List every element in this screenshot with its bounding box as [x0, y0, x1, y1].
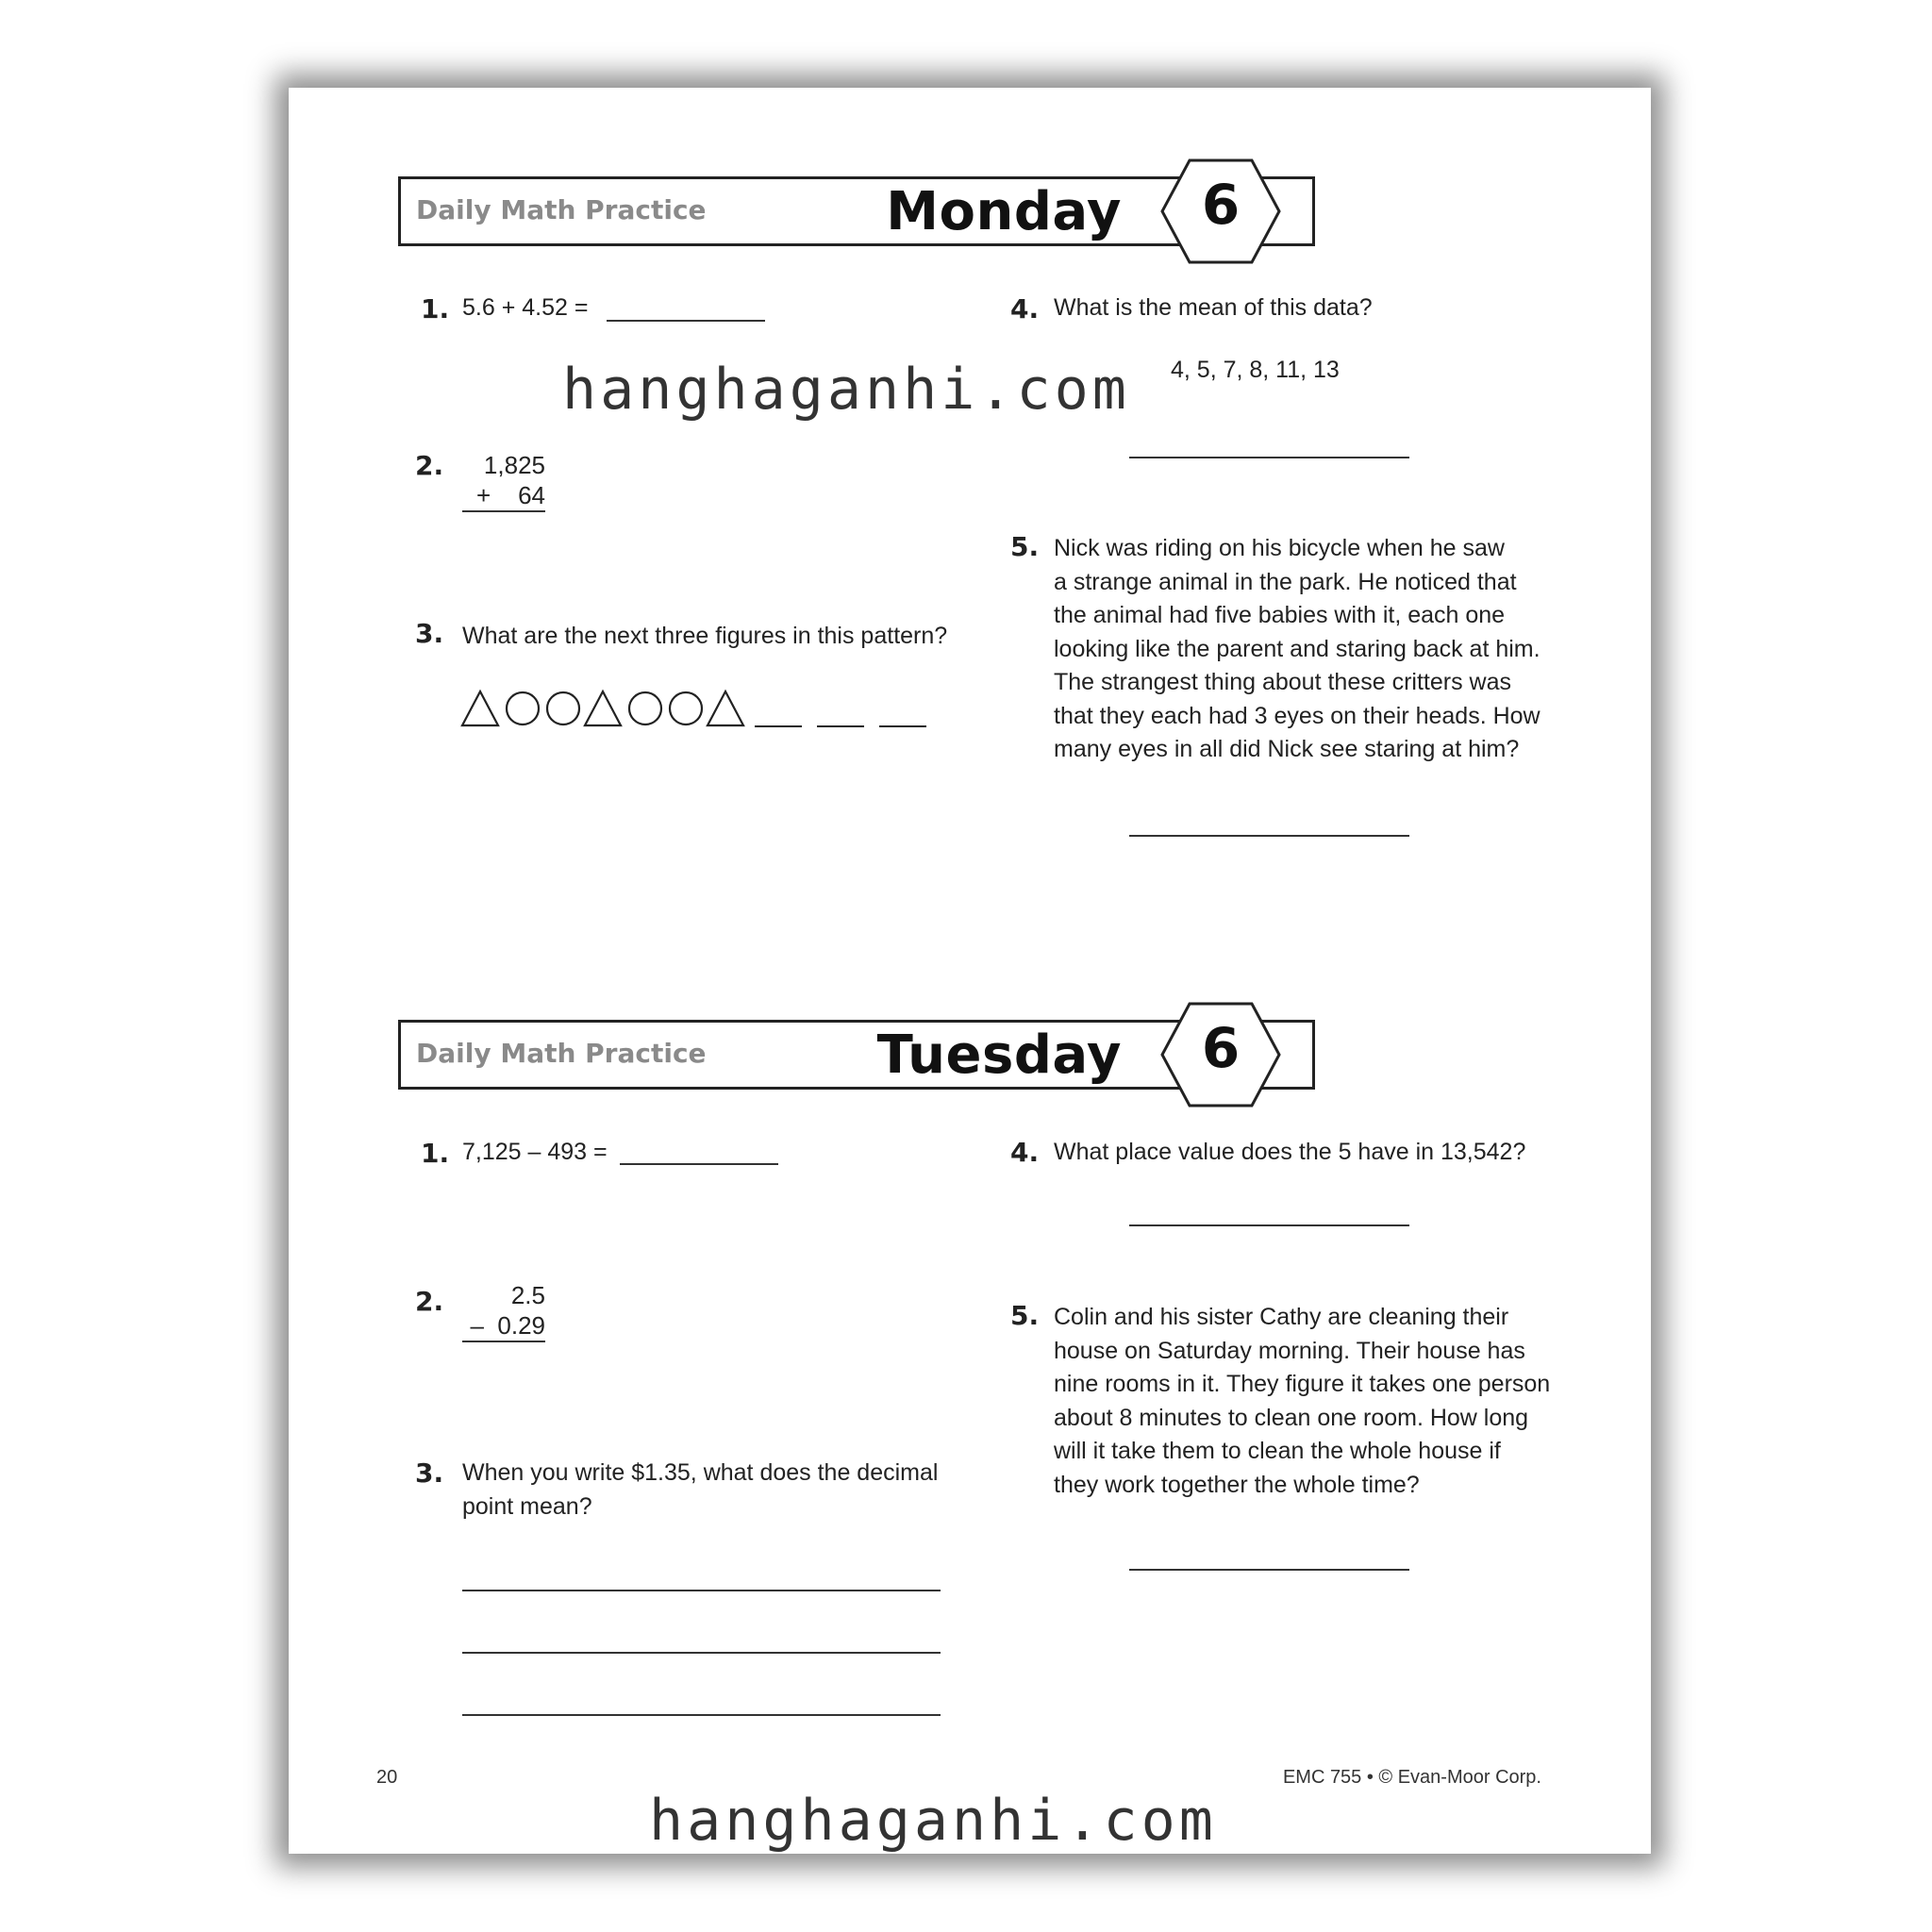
circle-icon: [670, 692, 702, 724]
day-title: Tuesday: [876, 1024, 1122, 1086]
triangle-icon: [585, 691, 621, 725]
word-problem-line: will it take them to clean the whole house if: [1054, 1438, 1501, 1464]
watermark: hanghaganhi.com: [562, 357, 1130, 423]
shape-pattern: [460, 686, 960, 729]
subtraction-problem: [462, 1280, 545, 1342]
week-number: 6: [1201, 173, 1241, 237]
copyright-credit: EMC 755 • © Evan-Moor Corp.: [1282, 1767, 1541, 1788]
word-problem-line: the animal had five babies with it, each one: [1054, 602, 1506, 628]
question-line: When you write $1.35, what does the decimal: [462, 1459, 939, 1486]
word-problem-line: house on Saturday morning. Their house has: [1054, 1337, 1525, 1364]
answer-line: [1129, 1569, 1409, 1571]
question-number: 1.: [421, 1138, 450, 1169]
question-text: 7,125 – 493 =: [462, 1139, 608, 1165]
header-label: Daily Math Practice: [416, 1038, 707, 1069]
question-number: 2.: [415, 1286, 444, 1317]
answer-line: [607, 320, 765, 322]
question-text: What are the next three figures in this pattern?: [462, 623, 948, 649]
watermark: hanghaganhi.com: [649, 1788, 1217, 1854]
circle-icon: [629, 692, 661, 724]
minuend: 2.5: [510, 1281, 545, 1309]
question-number: 4.: [1010, 1137, 1040, 1168]
question-text: What place value does the 5 have in 13,542?: [1054, 1139, 1526, 1165]
week-number: 6: [1201, 1016, 1241, 1080]
question-number: 2.: [415, 450, 444, 481]
word-problem-line: Nick was riding on his bicycle when he saw: [1054, 535, 1505, 561]
header-label: Daily Math Practice: [416, 194, 707, 225]
word-problem: [1054, 1301, 1582, 1502]
question-line: point mean?: [462, 1492, 592, 1520]
question-number: 5.: [1010, 1300, 1040, 1331]
answer-line: [1129, 457, 1409, 458]
word-problem-line: a strange animal in the park. He noticed that: [1054, 568, 1517, 595]
day-title: Monday: [886, 181, 1122, 242]
question-number: 5.: [1010, 531, 1040, 562]
answer-line: [462, 1714, 941, 1716]
word-problem-line: many eyes in all did Nick see staring at him?: [1054, 736, 1520, 762]
word-problem-line: they work together the whole time?: [1054, 1471, 1420, 1498]
data-set: 4, 5, 7, 8, 11, 13: [1171, 357, 1340, 383]
answer-line: [1129, 1224, 1409, 1226]
answer-line: [462, 1590, 941, 1591]
subtrahend: – 0.29: [462, 1310, 545, 1342]
word-problem-line: about 8 minutes to clean one room. How long: [1054, 1404, 1529, 1431]
answer-line: [620, 1163, 778, 1165]
answer-line: [1129, 835, 1409, 837]
page-number: 20: [376, 1767, 398, 1788]
addend-top: 1,825: [483, 451, 545, 479]
answer-line: [462, 1652, 941, 1654]
word-problem-line: The strangest thing about these critters was: [1054, 669, 1511, 695]
question-number: 3.: [415, 618, 444, 649]
addition-problem: [462, 450, 545, 512]
word-problem-line: that they each had 3 eyes on their heads. How: [1054, 702, 1541, 729]
question-number: 4.: [1010, 293, 1040, 325]
word-problem: [1054, 532, 1582, 767]
circle-icon: [507, 692, 539, 724]
word-problem-line: looking like the parent and staring back at him.: [1054, 635, 1541, 662]
triangle-icon: [462, 691, 498, 725]
question-number: 1.: [421, 293, 450, 325]
worksheet-page: [289, 88, 1651, 1854]
question-text: 5.6 + 4.52 =: [462, 294, 589, 321]
addend-bottom: + 64: [462, 480, 545, 512]
question-number: 3.: [415, 1457, 444, 1489]
word-problem-line: Colin and his sister Cathy are cleaning their: [1054, 1304, 1509, 1330]
triangle-icon: [708, 691, 743, 725]
circle-icon: [547, 692, 579, 724]
word-problem-line: nine rooms in it. They figure it takes one person: [1054, 1371, 1551, 1397]
question-text: What is the mean of this data?: [1054, 294, 1373, 321]
question-text: [462, 1457, 953, 1524]
